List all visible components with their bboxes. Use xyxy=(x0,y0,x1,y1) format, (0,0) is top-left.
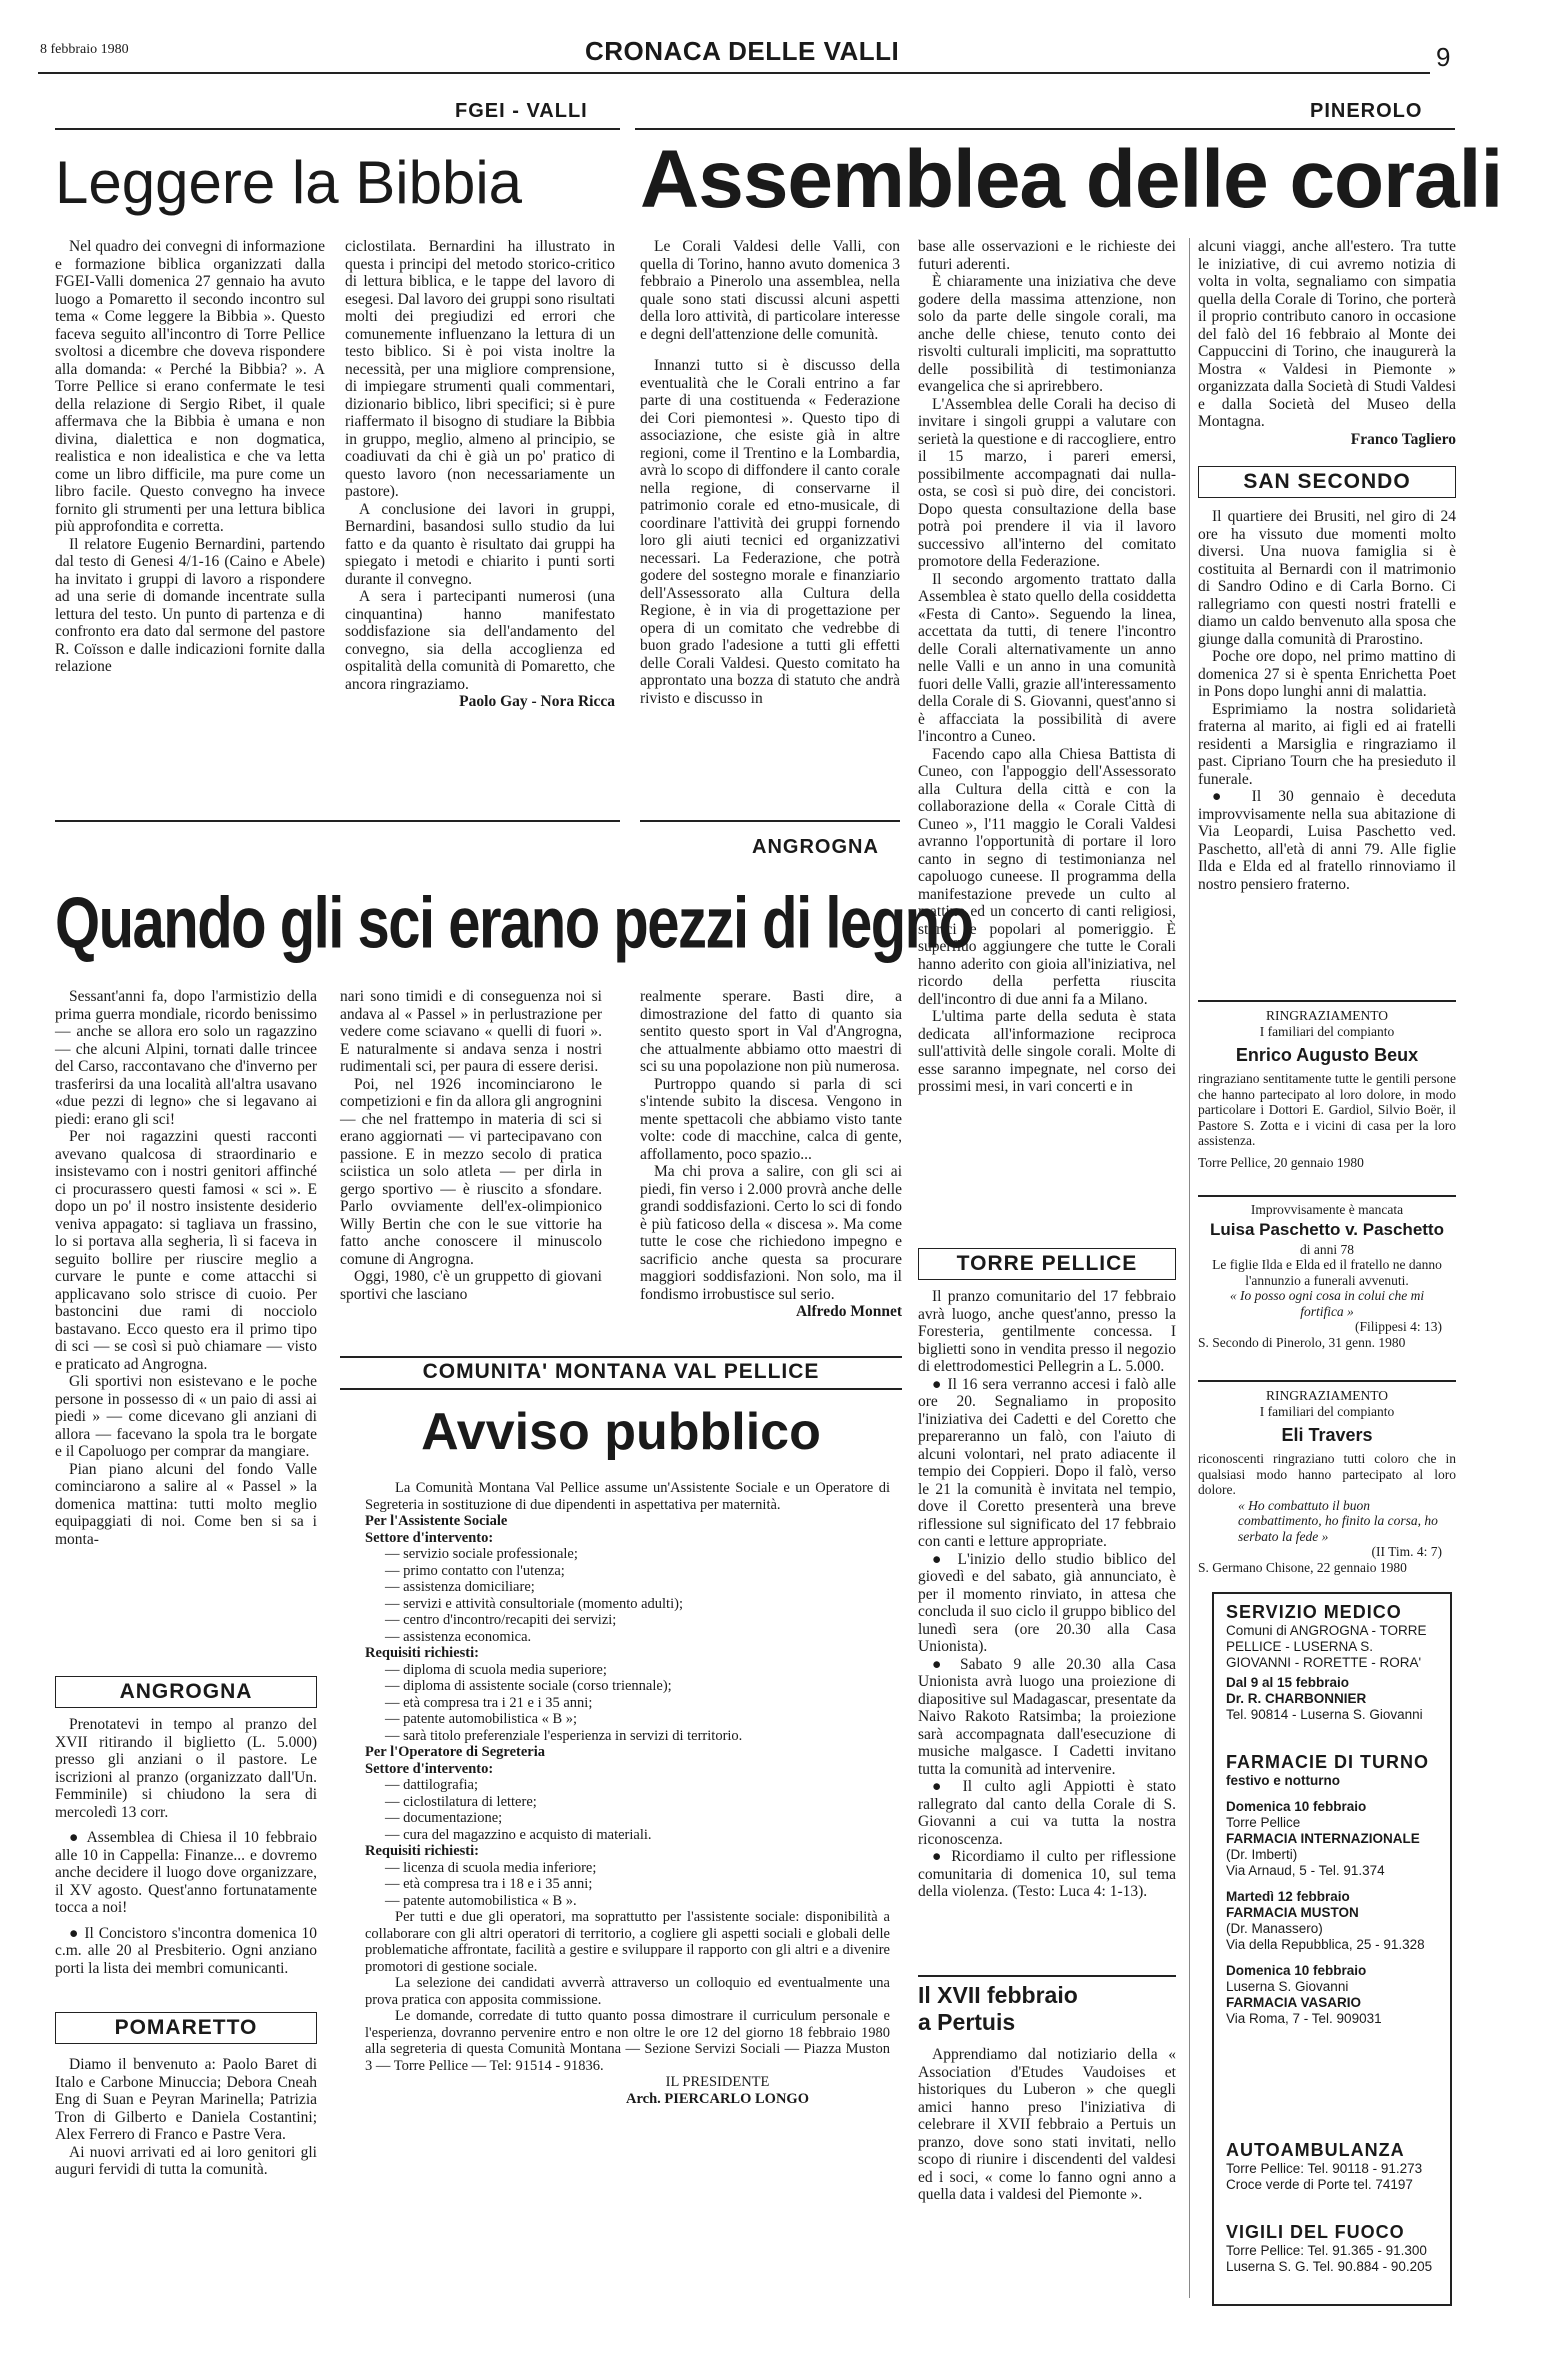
sci-para: Purtroppo quando si parla di sci s'intende subito la discesa. Vengono in mente spettacoli che abbiamo visto tante volte: code di macchine, calca di gente, affollamento, poco spazio... xyxy=(640,1075,902,1163)
pomaretto-para: Diamo il benvenuto a: Paolo Baret di Italo e Carbone Minuccia; Debora Cneah Eng di Suan e Peyran Marinella; Patrizia Tron di Gilberto e Daniela Costantini; Alex Ferrero di Franco e Pastre Vera. xyxy=(55,2056,317,2143)
farmacia-entry xyxy=(1226,1799,1440,1879)
list-item: — sarà titolo preferenziale l'esperienza in servizi di territorio. xyxy=(385,1727,743,1744)
list-item: — patente automobilistica « B »; xyxy=(385,1711,578,1727)
ringraziamento-place-date: S. Germano Chisone, 22 gennaio 1980 xyxy=(1198,1559,1407,1575)
list-item: — documentazione; xyxy=(385,1810,503,1826)
avviso-subheading: Requisiti richiesti: xyxy=(365,1645,479,1661)
avviso-para: La selezione dei candidati avverrà attraverso un colloquio ed eventualmente una prova pratica con apposita commissione. xyxy=(365,1975,890,2008)
farmacia-place: Torre Pellice xyxy=(1226,1815,1301,1830)
servizio-medico-doctor: Dr. R. CHARBONNIER xyxy=(1226,1691,1367,1706)
section-label-torre-pellice: TORRE PELLICE xyxy=(918,1248,1176,1280)
avviso-list xyxy=(365,1860,890,1910)
farmacia-name: FARMACIA VASARIO xyxy=(1226,1995,1361,2010)
pertuis-headline-line: Il XVII febbraio xyxy=(918,1982,1078,2008)
mancata-heading: Improvvisamente è mancata xyxy=(1250,1202,1404,1217)
servizio-medico xyxy=(1226,1602,1440,1723)
corali-para: alcuni viaggi, anche all'estero. Tra tutte le iniziative, di cui avremo notizia di volta in volta, segnaliamo con simpatia quella della Corale di Torino, che porterà il proprio contributo canoro in occasione del falò del 16 febbraio al Monte dei Cappuccini di Torino, che inaugurerà la Mostra « Valdesi in Piemonte » organizzata dalla Società di Studi Valdesi e dalla Società del Museo della Montagna. xyxy=(1198,238,1456,430)
vigili-title: VIGILI DEL FUOCO xyxy=(1226,2222,1405,2242)
pertuis-text xyxy=(918,2046,1176,2204)
ringraziamento-heading: RINGRAZIAMENTO xyxy=(1266,1388,1388,1403)
sci-headline: Quando gli sci erano pezzi di legno xyxy=(55,882,973,964)
avviso-intro: La Comunità Montana Val Pellice assume un'Assistente Sociale e un Operatore di Segreteria in sostituzione di due dipendenti in aspettativa per maternità. xyxy=(365,1480,890,1513)
autoambulanza-title: AUTOAMBULANZA xyxy=(1226,2140,1405,2160)
farmacia-extra: (Dr. Imberti) xyxy=(1226,1847,1298,1862)
corali-signature: Franco Tagliero xyxy=(1350,430,1456,448)
sci-para: Poi, nel 1926 incominciarono le competizioni e fin da allora gli angrognini — che nel frattempo in materia di sci si erano aggiornati — vi partecipavano con passione. E in mezzo secolo di pratica sciistica un solo atleta — per dirla in gergo sportivo — è riuscito a sfondare. Parlo ovviamente dell'ex-olimpionico Willy Bertin che con le sue vittorie ha fatto anche conoscere il minuscolo comune di Angrogna. xyxy=(340,1075,602,1268)
torre-pellice-para: ● L'inizio dello studio biblico del giovedì e del sabato, già annunciato, è per il momento rinviato, in attesa che concluda il suo ciclo il gruppo biblico del lunedì sera (ore 20.30 alla Casa Unionista). xyxy=(918,1550,1176,1655)
vigili-fuoco xyxy=(1226,2222,1440,2275)
farmacie-subtitle: festivo e notturno xyxy=(1226,1773,1340,1788)
list-item: — primo contatto con l'utenza; xyxy=(385,1562,565,1579)
bibbia-headline: Leggere la Bibbia xyxy=(55,149,523,216)
servizio-medico-title: SERVIZIO MEDICO xyxy=(1226,1602,1402,1622)
avviso-list xyxy=(365,1662,890,1745)
corali-para: Le Corali Valdesi delle Valli, con quella di Torino, hanno avuto domenica 3 febbraio a Pinerolo una assemblea, nella quale sono stati discussi alcuni aspetti della loro attività, di particolare interesse e degni dell'attenzione delle comunità. xyxy=(640,238,900,343)
autoambulanza-line: Torre Pellice: Tel. 90118 - 91.273 xyxy=(1226,2161,1423,2176)
corali-para: È chiaramente una iniziativa che deve godere della massima attenzione, non solo da parte delle singole corali, ma anche delle chiese, tenuto conto dei risvolti culturali impliciti, ma soprattutto delle possibilità di testimonianza evangelica che si aprirebbero. xyxy=(918,273,1176,395)
angrogna-notices xyxy=(55,1716,317,1977)
section-label-angrogna: ANGROGNA xyxy=(752,836,879,858)
list-item: — patente automobilistica « B ». xyxy=(385,1892,577,1909)
ringraziamento-quote: « Ho combattuto il buon combattimento, ho finito la corsa, ho serbato la fede » xyxy=(1238,1497,1438,1544)
pertuis-headline xyxy=(918,1982,1176,2036)
avviso-sig-title: IL PRESIDENTE xyxy=(665,2074,770,2090)
section-label-angrogna-2: ANGROGNA xyxy=(55,1676,317,1708)
farmacia-address: Via Arnaud, 5 - Tel. 91.374 xyxy=(1226,1863,1385,1878)
mancata-age: di anni 78 xyxy=(1300,1241,1354,1257)
corali-para: L'Assemblea delle Corali ha deciso di invitare i singoli gruppi a valutare con serietà la questione e di raccogliere, entro il 15 marzo, i pareri emersi, possibilmente accompagnati dai nulla-osta, se così si può dire, dei concistori. Dopo questa consultazione della base potrà poi prendere il via il lavoro successivo all'interno del comitato promotore della Federazione. xyxy=(918,395,1176,570)
sci-para: realmente sperare. Basti dire, a dimostrazione del fatto di quanto sia sentito questo sport in Val d'Angrogna, che attualmente abbiamo otto maestri di sci su una popolazione non più numerosa. xyxy=(640,988,902,1075)
bibbia-col1 xyxy=(55,238,325,676)
san-secondo-para: Esprimiamo la nostra solidarietà fraterna al marito, ai figli ed ai fratelli residenti a Marsiglia e ringraziamo il past. Cipriano Tourn che ha presieduto il funerale. xyxy=(1198,700,1456,788)
list-item: — assistenza economica. xyxy=(385,1628,532,1645)
avviso-list xyxy=(365,1546,890,1645)
vigili-line: Luserna S. G. Tel. 90.884 - 90.205 xyxy=(1226,2259,1433,2274)
servizio-medico-phone: Tel. 90814 - Luserna S. Giovanni xyxy=(1226,1707,1423,1722)
sci-para: Gli sportivi non esistevano e le poche persone in possesso di « un paio di assi ai piedi » — come dicevano gli anziani di allora — facevano la spola tra le borgate e il Capoluogo per comprar da mangiare. xyxy=(55,1373,317,1460)
sci-para: Sessant'anni fa, dopo l'armistizio della prima guerra mondiale, ricordo benissimo — anche se allora ero solo un ragazzino — che alcuni Alpini, tornati dalle trincee del Carso, raccontavano che d'inverno per trasferirsi da una località all'altra usavano «due pezzi di legno» che si legavano ai piedi: erano gli sci! xyxy=(55,988,317,1128)
sci-para: nari sono timidi e di conseguenza noi si andava al « Passel » in perlustrazione per vedere come sciavano « quelli di fuori ». E naturalmente si andava senza i nostri rudimentali sci, per paura di essere derisi. xyxy=(340,988,602,1075)
list-item: — assistenza domiciliare; xyxy=(385,1579,535,1595)
corali-para: Il secondo argomento trattato dalla Assemblea è stato quello della cosiddetta «Festa di Canto». Seguendo la linea, accettata da tutti, di tenere l'incontro delle Corali alternativamente un anno nelle Valli e un anno in una comunità fuori delle Valli, grazie all'interessamento della Corale di S. Giovanni, quest'anno si è affacciata la possibilità di avere l'incontro a Cuneo. xyxy=(918,570,1176,745)
column-rule xyxy=(1189,238,1190,2298)
farmacia-address: Via della Repubblica, 25 - 91.328 xyxy=(1226,1937,1425,1952)
rule xyxy=(1198,1000,1456,1002)
torre-pellice-para: ● Ricordiamo il culto per riflessione comunitaria di domenica 10, sul tema della violenza. (Testo: Luca 4: 1-13). xyxy=(918,1848,1176,1900)
section-label-pinerolo: PINEROLO xyxy=(1310,100,1423,122)
mancata-quote: « Io posso ogni cosa in colui che mi fortifica » xyxy=(1229,1288,1425,1319)
farmacia-day: Domenica 10 febbraio xyxy=(1226,1799,1367,1814)
bibbia-col2 xyxy=(345,238,615,711)
angrogna-para: Prenotatevi in tempo al pranzo del XVII ritirando il biglietto (L. 5.000) presso gli anziani o il pastore. Le iscrizioni al pranzo (organizzato dall'Un. Femminile) si chiudono la sera di mercoledì 13 corr. xyxy=(55,1716,317,1821)
sci-para: Per noi ragazzini questi racconti avevano qualcosa di straordinario e insistevamo con i nostri genitori affinché ci procurassero questi famosi « sci ». E dopo un po' il nostro insistente desiderio veniva appagato: si tagliava un frassino, lo si portava alla segheria, lì si faceva in seguito bollire per riuscire meglio a curvare le punte e come attacchi si applicavano solo strisce di cuoio. Per bastoncini due rami di nocciolo bastavano. Ecco questo era il primo tipo di sci — se così si può chiamare — visto e praticato ad Angrogna. xyxy=(55,1128,317,1373)
ringraziamento-text: ringraziano sentitamente tutte le gentili persone che hanno partecipato al loro dolore, in modo particolare i Dottori E. Gardiol, Silvio Boër, il Pastore S. Zotta e i vicini di casa per la loro assistenza. xyxy=(1198,1071,1456,1148)
ringraziamento-heading: RINGRAZIAMENTO xyxy=(1266,1008,1388,1023)
corali-para: base alle osservazioni e le richieste dei futuri aderenti. xyxy=(918,238,1176,273)
sci-col2 xyxy=(340,988,602,1303)
torre-pellice-para: ● Il 16 sera verranno accesi i falò alle ore 20. Segnaliamo in proposito l'iniziativa dei Cadetti e del Coretto che prepareranno un falò, con l'aiuto di alcuni volontari, nel prato adiacente il tempio dei Coppieri. Dopo il falò, verso le 21 la comunità è invitata nel tempio, dove il Coretto presenterà una breve riflessione sul significato del 17 febbraio con canti e letture appropriate. xyxy=(918,1375,1176,1550)
farmacia-name: FARMACIA INTERNAZIONALE xyxy=(1226,1831,1420,1846)
bibbia-para: ciclostilata. Bernardini ha illustrato in questa i principi del metodo storico-critico di lettura biblica, e le tappe del lavoro di esegesi. Dal lavoro dei gruppi sono risultati molti dei pregiudizi ed errori che comunemente influenzano la lettura di un testo biblico. Si è poi vista inoltre la necessità, per una migliore comprensione, di impiegare strumenti quali commentari, dizionario biblico, libri specifici; si è pure riaffermato il bisogno di studiare la Bibbia in gruppo, meglio, almeno al principio, se coadiuvati da chi è già un po' pratico di questo lavoro (non necessariamente un pastore). xyxy=(345,238,615,500)
rule xyxy=(1198,1195,1456,1197)
san-secondo-para: ● Il 30 gennaio è deceduta improvvisamente nella sua abitazione di Via Leopardi, Luisa Paschetto ved. Paschetto, all'età di anni 79. Alle figlie Ilda e Elda ed al fratello rinnoviamo il nostro pensiero fraterno. xyxy=(1198,788,1456,893)
corali-para: L'ultima parte della seduta è stata dedicata all'informazione reciproca sull'attività delle singole corali. Molte di esse saranno impegnate, nel corso dei prossimi mesi, in vari concerti e in xyxy=(918,1008,1176,1095)
torre-pellice-para: ● Il culto agli Appiotti è stato rallegrato dal canto della Corale di S. Giovanni a cui va tutta la nostra riconoscenza. xyxy=(918,1778,1176,1848)
farmacia-day: Domenica 10 febbraio xyxy=(1226,1963,1367,1978)
corali-col1 xyxy=(640,238,900,707)
ringraziamento-text: riconoscenti ringraziano tutti coloro che in qualsiasi modo hanno partecipato al loro dolore. xyxy=(1198,1451,1456,1497)
corali-headline: Assemblea delle corali xyxy=(640,134,1503,225)
list-item: — cura del magazzino e acquisto di materiali. xyxy=(385,1826,652,1843)
avviso-body xyxy=(365,1480,890,2107)
bibbia-para: A sera i partecipanti numerosi (una cinquantina) hanno manifestato soddisfazione sia dell'andamento del convegno, sia della accoglienza ed ospitalità della comunità di Pomaretto, che ancora ringraziamo. xyxy=(345,588,615,693)
pertuis-para: Apprendiamo dal notiziario della « Association d'Etudes Vaudoises et historiques du Luberon » che quegli amici hanno preso l'iniziativa di celebrare il XVII febbraio a Pertuis un pranzo, dove sono stati invitati, nello scopo di riunire i discendenti del valdesi ed i soci, « come lo fanno ogni anno a quella data i valdesi del Piemonte ». xyxy=(918,2046,1176,2203)
farmacia-entry xyxy=(1226,1889,1440,1953)
bibbia-signature: Paolo Gay - Nora Ricca xyxy=(459,693,615,710)
bibbia-para: A conclusione dei lavori in gruppi, Bernardini, basandosi sullo studio da lui fatto e da quanto è risultato dai gruppi ha spiegato i metodi e chiarito i punti sorti durante il convegno. xyxy=(345,500,615,588)
header-rule xyxy=(38,72,1430,74)
ringraziamento-name: Eli Travers xyxy=(1281,1425,1373,1445)
ringraziamento-place-date: Torre Pellice, 20 gennaio 1980 xyxy=(1198,1154,1364,1170)
ringraziamento-2 xyxy=(1198,1388,1456,1575)
corali-col3 xyxy=(1198,238,1456,448)
pomaretto-text xyxy=(55,2056,317,2179)
list-item: — ciclostilatura di lettere; xyxy=(385,1793,537,1810)
rule xyxy=(918,1975,1176,1977)
farmacia-extra: (Dr. Manassero) xyxy=(1226,1921,1323,1936)
rule xyxy=(640,820,900,822)
pomaretto-para: Ai nuovi arrivati ed ai loro genitori gli auguri fervidi di tutta la comunità. xyxy=(55,2143,317,2178)
autoambulanza xyxy=(1226,2140,1440,2193)
sci-para: Pian piano alcuni del fondo Valle cominciarono a salire al « Passel » la domenica mattina: tutti molto meglio equipaggiati di noi. Come ben si sa i monta- xyxy=(55,1460,317,1548)
mancata-notice xyxy=(1198,1202,1456,1350)
farmacia-address: Via Roma, 7 - Tel. 909031 xyxy=(1226,2011,1382,2026)
avviso-subheading: Requisiti richiesti: xyxy=(365,1843,479,1859)
san-secondo-para: Poche ore dopo, nel primo mattino di domenica 27 si è spenta Enrichetta Poet in Pons dopo lunghi anni di malattia. xyxy=(1198,648,1456,700)
rule xyxy=(55,820,620,822)
list-item: — centro d'incontro/recapiti dei servizi; xyxy=(385,1612,617,1628)
issue-date: 8 febbraio 1980 xyxy=(40,42,129,57)
bibbia-para: Nel quadro dei convegni di informazione e formazione biblica organizzati dalla FGEI-Valli domenica 27 gennaio ha avuto luogo a Pomaretto il secondo incontro sul tema « Come leggere la Bibbia ». Questo faceva seguito all'incontro di Torre Pellice svoltosi a dicembre che doveva rispondere alla domanda: « Perché la Bibbia? ». A Torre Pellice si erano confermate le tesi della relazione di Sergio Ribet, il quale affermava che la Bibbia è umana e non divina, dialettica e non dogmatica, realistica e non idealistica e che va letta come un libro difficile, ma pure come un libro facile. Questo convegno ha invece fornito gli strumenti per una lettura biblica più approfondita e corretta. xyxy=(55,238,325,535)
sci-col1 xyxy=(55,988,317,1548)
avviso-sig-name: Arch. PIERCARLO LONGO xyxy=(625,2090,809,2107)
avviso-para: Le domande, corredate di tutto quanto possa dimostrare il curriculum personale e l'esperienza, dovranno pervenire entro e non oltre le ore 12 del giorno 18 febbraio 1980 alla segreteria di questa Comunità Montana — Sezione Servizi Sociali — Piazza Muston 3 — Torre Pellice — Tel: 91514 - 91836. xyxy=(365,2008,890,2074)
farmacia-place: Luserna S. Giovanni xyxy=(1226,1979,1349,1994)
ringraziamento-1 xyxy=(1198,1008,1456,1170)
mancata-ref: (Filippesi 4: 13) xyxy=(1355,1319,1442,1334)
list-item: — età compresa tra i 18 e i 35 anni; xyxy=(385,1876,593,1892)
corali-para: Innanzi tutto si è discusso della eventualità che le Corali entrino a far parte di una costituenda « Federazione dei Cori piemontesi ». Questo tipo di associazione, che esiste già in altre regioni, come il Trentino e la Lombardia, avrà lo scopo di diffondere il canto corale nella regione, di conservarne il patrimonio corale ed etno-musicale, di coordinare l'attività dei gruppi fornendo loro gli aiuti tecnici ed organizzativi necessari. La Federazione, che potrà godere del sostegno morale e finanziario dell'Assessorato alla Cultura della Regione, è in via di progettazione per opera di un comitato che vedrebbe di buon grado l'adesione a tutti gli effetti delle Corali Valdesi. Questo comitato ha approntato una bozza di statuto che andrà rivisto e discusso in xyxy=(640,357,900,707)
bibbia-para: Il relatore Eugenio Bernardini, partendo dal testo di Genesi 4/1-16 (Caino e Abele) ha invitato i gruppi di lavoro a rispondere ad una serie di domande incentrate sulla lettura del testo. Un punto di partenza e di confronto era dato dal sermone del pastore R. Coïsson e dalle indicazioni fornite dalla relazione xyxy=(55,535,325,675)
torre-pellice-para: Il pranzo comunitario del 17 febbraio avrà luogo, anche quest'anno, presso la Foresteria, gentilmente concessa. I biglietti sono in vendita presso il negozio di elettrodomestici Pellegrin a L. 5.000. xyxy=(918,1288,1176,1375)
section-label-san-secondo: SAN SECONDO xyxy=(1198,466,1456,498)
ringraziamento-ref: (II Tim. 4: 7) xyxy=(1371,1544,1442,1559)
page-section-title: CRONACA DELLE VALLI xyxy=(585,36,900,66)
section-label-fgei: FGEI - VALLI xyxy=(455,100,588,122)
sci-signature: Alfredo Monnet xyxy=(795,1303,902,1320)
avviso-subheading: Settore d'intervento: xyxy=(365,1529,494,1546)
corali-col2 xyxy=(918,238,1176,1096)
angrogna-para: ● Il Concistoro s'incontra domenica 10 c.m. alle 20 al Presbiterio. Ogni anziano porti la lista dei membri comunicanti. xyxy=(55,1924,317,1977)
sci-para: Ma chi prova a salire, con gli sci ai piedi, fin verso i 2.000 provrà anche delle grandi soddisfazioni. Certo lo sci di fondo è più faticoso della « discesa ». Ma come tutte le cose che richiedono impegno e sacrificio anche questa sa procurare maggiori soddisfazioni. Non solo, ma il fondismo irrobustisce sul serio. xyxy=(640,1163,902,1303)
avviso-headline: Avviso pubblico xyxy=(421,1403,821,1461)
sci-col3 xyxy=(640,988,902,1321)
rule-fgei xyxy=(55,128,620,130)
sci-para: Oggi, 1980, c'è un gruppetto di giovani sportivi che lasciano xyxy=(340,1268,602,1303)
angrogna-para: ● Assemblea di Chiesa il 10 febbraio alle 10 in Cappella: Finanze... e dovremo anche decidere il luogo dove organizzare, il XV agosto. Quest'anno fortunatamente tocca a noi! xyxy=(55,1829,317,1916)
list-item: — età compresa tra i 21 e i 35 anni; xyxy=(385,1694,593,1711)
farmacia-name: FARMACIA MUSTON xyxy=(1226,1905,1359,1920)
farmacia-entry xyxy=(1226,1963,1440,2027)
rule-pinerolo xyxy=(635,128,1455,130)
san-secondo-text xyxy=(1198,508,1456,893)
ringraziamento-line: I familiari del compianto xyxy=(1259,1023,1395,1039)
list-item: — servizi e attività consultoriale (momento adulti); xyxy=(385,1595,683,1612)
pertuis-headline-line: a Pertuis xyxy=(918,2009,1016,2035)
ringraziamento-name: Enrico Augusto Beux xyxy=(1235,1045,1419,1065)
farmacie-title: FARMACIE DI TURNO xyxy=(1226,1752,1429,1772)
vigili-line: Torre Pellice: Tel. 91.365 - 91.300 xyxy=(1226,2243,1427,2258)
section-label-pomaretto: POMARETTO xyxy=(55,2012,317,2044)
san-secondo-para: Il quartiere dei Brusiti, nel giro di 24 ore ha vissuto due momenti molto diversi. Una nuova famiglia si è costituita al Bernardi con il matrimonio di Sandro Odino e di Carla Borno. Ci rallegriamo con questi nostri fratelli e diamo un caldo benvenuto alla sposa che giunge dalla comunità di Prarostino. xyxy=(1198,508,1456,648)
servizio-medico-line: Comuni di ANGROGNA - TORRE PELLICE - LUSERNA S. GIOVANNI - RORETTE - RORA' xyxy=(1226,1623,1427,1670)
avviso-list xyxy=(365,1777,890,1843)
mancata-text: Le figlie Ilda e Elda ed il fratello ne danno l'annunzio a funerali avvenuti. xyxy=(1212,1257,1442,1288)
avviso-subheading: Settore d'intervento: xyxy=(365,1760,494,1777)
ringraziamento-line: I familiari del compianto xyxy=(1259,1403,1395,1419)
servizio-medico-dates: Dal 9 al 15 febbraio xyxy=(1226,1675,1350,1690)
mancata-name: Luisa Paschetto v. Paschetto xyxy=(1210,1219,1444,1239)
autoambulanza-line: Croce verde di Porte tel. 74197 xyxy=(1226,2177,1413,2192)
rule xyxy=(1198,1380,1456,1382)
page-number: 9 xyxy=(1436,42,1451,72)
list-item: — diploma di scuola media superiore; xyxy=(385,1661,607,1678)
avviso-heading: Per l'Operatore di Segreteria xyxy=(365,1744,545,1760)
mancata-place-date: S. Secondo di Pinerolo, 31 genn. 1980 xyxy=(1198,1334,1406,1350)
section-label-comunita: COMUNITA' MONTANA VAL PELLICE xyxy=(422,1360,820,1383)
farmacie-turno xyxy=(1226,1752,1440,2027)
avviso-heading: Per l'Assistente Sociale xyxy=(365,1513,508,1529)
corali-para: Facendo capo alla Chiesa Battista di Cuneo, con l'appoggio dell'Assessorato alla Cultura della città e con la collaborazione della « Corale Città di Cuneo », l'11 maggio le Corali Valdesi avranno l'opportunità di portare il loro canto in segno di testimonianza nel capoluogo cuneese. Il programma della manifestazione prevede un culto al mattino ed un concerto di canti religiosi, storici e popolari al pomeriggio. È superfluo aggiungere che tutte le Corali hanno aderito con gioia all'iniziativa, nel ricordo della perfetta riuscita dell'incontro di due anni fa a Milano. xyxy=(918,745,1176,1008)
list-item: — diploma di assistente sociale (corso triennale); xyxy=(385,1678,672,1694)
torre-pellice-para: ● Sabato 9 alle 20.30 alla Casa Unionista avrà luogo una proiezione di diapositive sul Madagascar, presentate da Naivo Rakoto Ratsimba; la proiezione sarà accompagnata dall'esecuzione di musiche malgasce. I Cadetti invitano tutta la comunità ad intervenire. xyxy=(918,1655,1176,1778)
avviso-para: Per tutti e due gli operatori, ma soprattutto per l'assistente sociale: disponibilità a collaborare con gli altri operatori di territorio, a cogliere gli aspetti sociali e globali delle problematiche affrontate, facilità a gestire e sviluppare il rapporto con gli altri e a divenire promotori di gestione sociale. xyxy=(365,1909,890,1975)
torre-pellice-text xyxy=(918,1288,1176,1901)
list-item: — servizio sociale professionale; xyxy=(385,1546,578,1562)
list-item: — licenza di scuola media inferiore; xyxy=(385,1859,597,1876)
list-item: — dattilografia; xyxy=(385,1777,479,1793)
farmacia-day: Martedì 12 febbraio xyxy=(1226,1889,1350,1904)
